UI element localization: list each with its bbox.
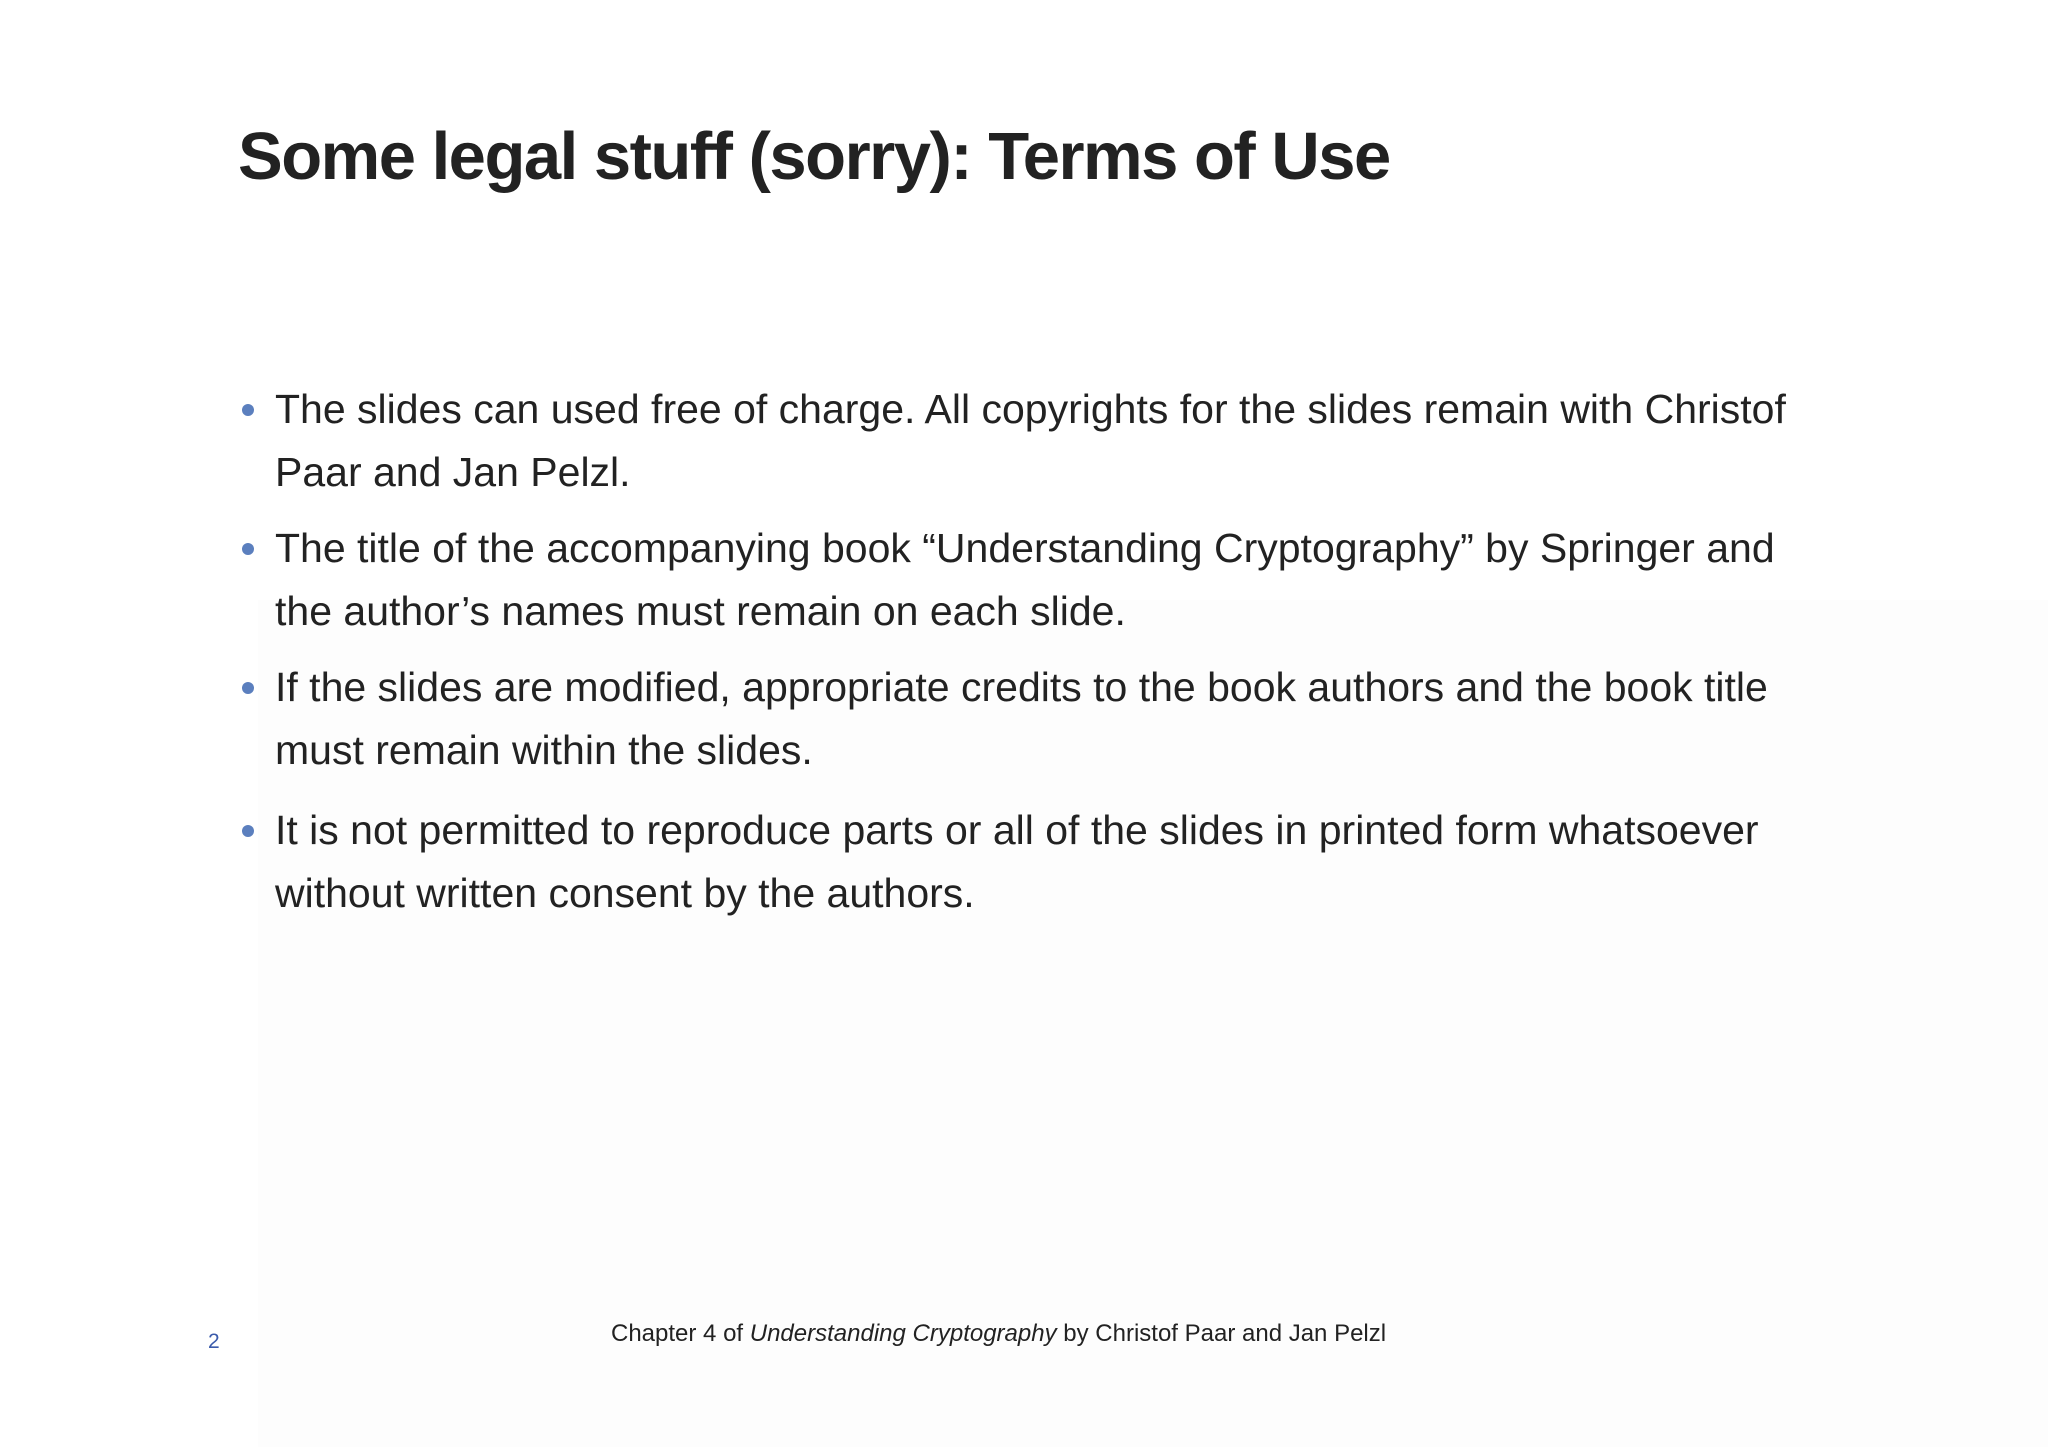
slide-title: Some legal stuff (sorry): Terms of Use — [238, 119, 1390, 194]
bullet-text: The title of the accompanying book “Understanding Cryptography” by Springer and the author’s names must remain on each slide. — [275, 525, 1775, 634]
bullet-dot-icon — [242, 682, 254, 694]
bullet-item — [238, 656, 1798, 782]
bullet-item — [238, 378, 1798, 504]
bullet-dot-icon — [242, 825, 254, 837]
bullet-item — [238, 517, 1798, 643]
footer-credit — [611, 1320, 1386, 1348]
bullet-item — [238, 799, 1798, 925]
bullet-list — [238, 378, 1798, 925]
bullet-dot-icon — [242, 543, 254, 555]
bullet-text: If the slides are modified, appropriate credits to the book authors and the book title must remain within the slides. — [275, 664, 1768, 773]
page-number: 2 — [208, 1330, 220, 1353]
footer-credit-prefix: Chapter 4 of — [611, 1320, 750, 1347]
bullet-dot-icon — [242, 404, 254, 416]
footer-credit-suffix: by Christof Paar and Jan Pelzl — [1056, 1320, 1387, 1347]
bullet-text: It is not permitted to reproduce parts or all of the slides in printed form whatsoever without written consent by the authors. — [275, 807, 1759, 916]
bullet-text: The slides can used free of charge. All copyrights for the slides remain with Christof Paar and Jan Pelzl. — [275, 386, 1786, 495]
footer-book-title: Understanding Cryptography — [749, 1320, 1057, 1347]
